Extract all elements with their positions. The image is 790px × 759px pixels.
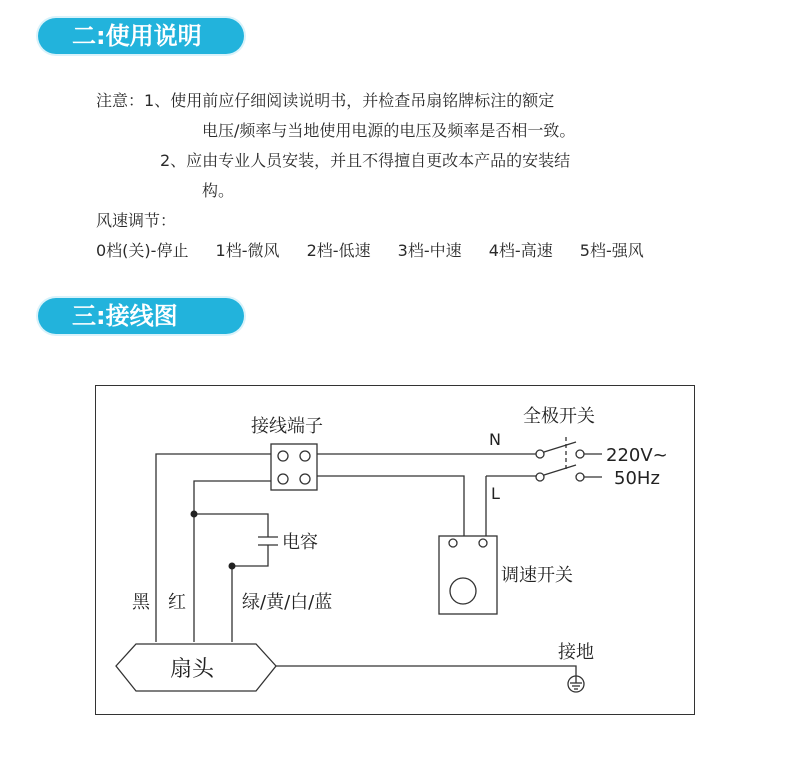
note-item1-line1: 1、使用前应仔细阅读说明书，并检查吊扇铭牌标注的额定 <box>144 91 555 110</box>
note-item2-line1: 2、应由专业人员安装，并且不得擅自更改本产品的安装结 <box>160 151 571 170</box>
capacitor-wire <box>194 514 268 537</box>
speed-item: 2档-低速 <box>306 241 371 260</box>
speed-item: 0档(关)-停止 <box>96 241 189 260</box>
wiring-diagram <box>96 386 696 716</box>
speed-item: 5档-强风 <box>579 241 644 260</box>
switch-contact <box>576 450 584 458</box>
speed-item: 4档-高速 <box>488 241 553 260</box>
fan-head-label: 扇头 <box>170 657 215 682</box>
note-item1-line2: 电压/频率与当地使用电源的电压及频率是否相一致。 <box>202 121 576 140</box>
black-wire-label: 黑 <box>132 592 150 613</box>
speed-switch-knob <box>450 578 476 604</box>
note-item2-line2: 构。 <box>202 181 235 200</box>
section-title-usage: 二:使用说明 <box>38 18 244 54</box>
junction-dot <box>191 511 198 518</box>
wiring-diagram-frame <box>95 385 695 715</box>
note-item-1 <box>96 86 666 116</box>
speed-switch-label: 调速开关 <box>501 565 573 586</box>
colors-wire-label: 绿/黄/白/蓝 <box>242 592 333 613</box>
speed-item: 1档-微风 <box>215 241 280 260</box>
terminal-screw <box>300 474 310 484</box>
red-wire-label: 红 <box>168 592 186 613</box>
speed-title: 风速调节： <box>96 211 177 230</box>
speed-item: 3档-中速 <box>397 241 462 260</box>
switch-contact <box>536 450 544 458</box>
switch-blade <box>544 442 576 452</box>
terminal-label: 接线端子 <box>251 416 323 437</box>
ground-label: 接地 <box>558 642 594 663</box>
capacitor-wire <box>232 545 268 566</box>
junction-dot <box>229 563 236 570</box>
terminal-screw <box>278 451 288 461</box>
switch-label: 全极开关 <box>523 406 595 427</box>
n-label: N <box>489 430 501 449</box>
capacitor-label: 电容 <box>282 532 318 553</box>
frequency-label: 50Hz <box>614 468 660 489</box>
terminal-screw <box>300 451 310 461</box>
switch-contact <box>536 473 544 481</box>
ground-wire <box>276 666 576 676</box>
section-title-wiring: 三:接线图 <box>38 298 244 334</box>
terminal-block <box>271 444 317 490</box>
terminal-screw <box>278 474 288 484</box>
usage-notes <box>96 86 666 266</box>
black-wire <box>156 454 271 642</box>
speed-switch-terminal <box>479 539 487 547</box>
speed-list <box>96 236 666 266</box>
live-wire-to-speed-switch <box>317 476 464 536</box>
switch-contact <box>576 473 584 481</box>
note-prefix: 注意： <box>96 91 145 110</box>
switch-blade <box>544 465 576 475</box>
l-label: L <box>491 484 500 503</box>
voltage-label: 220V~ <box>606 445 668 466</box>
speed-switch-terminal <box>449 539 457 547</box>
